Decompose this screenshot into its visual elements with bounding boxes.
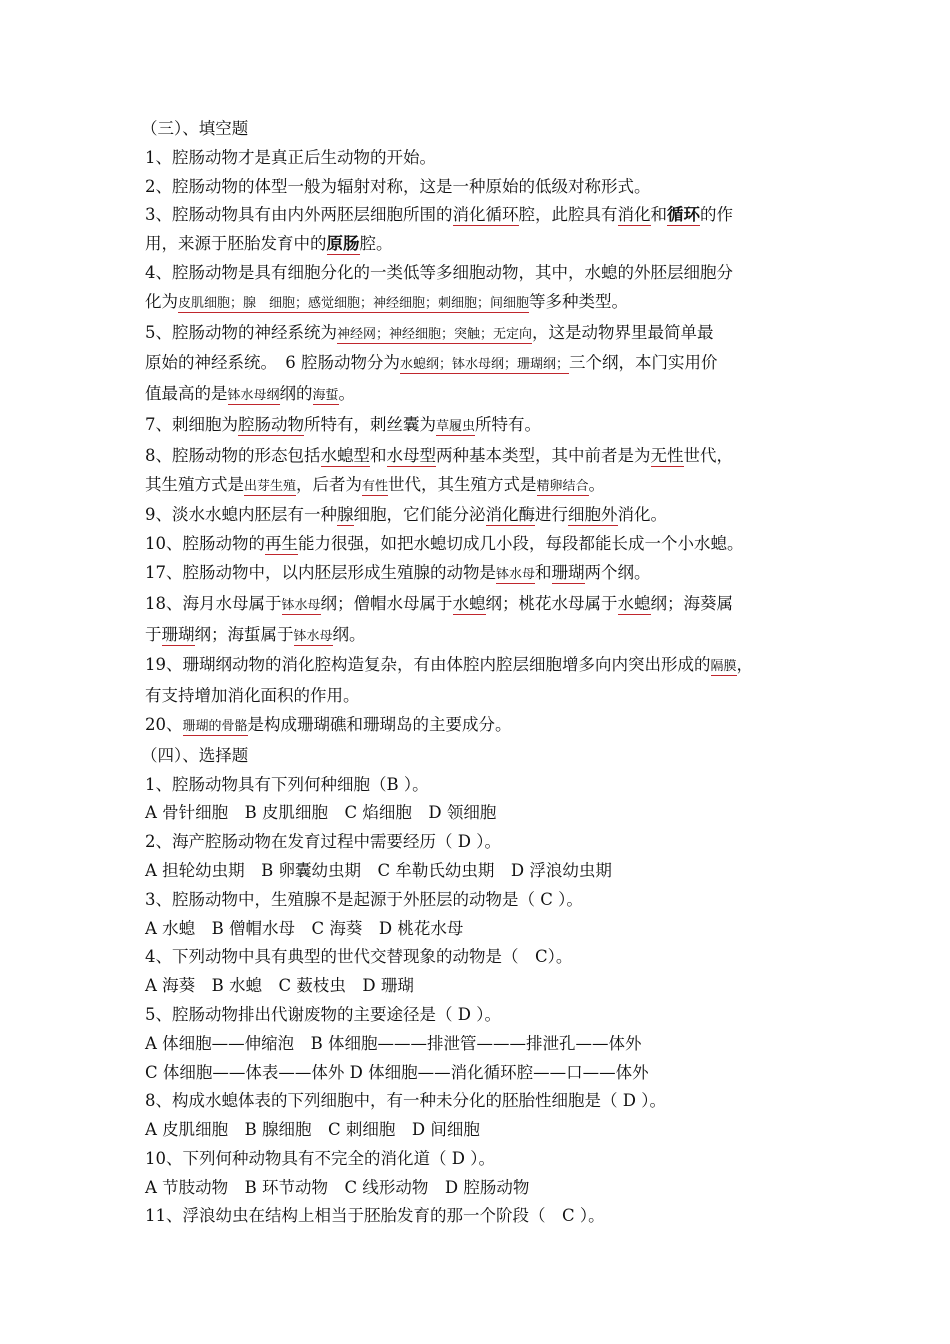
choice-q8-options: A 皮肌细胞 B 腺细胞 C 刺细胞 D 间细胞 <box>145 1120 480 1140</box>
fill-q17 <box>145 559 835 590</box>
choice-q4: 4、下列动物中具有典型的世代交替现象的动物是（ C）。 <box>145 947 573 967</box>
answer-blank: 钵水母 <box>293 628 333 644</box>
choice-q10: 10、下列何种动物具有不完全的消化道（ D ）。 <box>145 1148 495 1168</box>
text-run: 5、腔肠动物的神经系统为 <box>145 322 337 342</box>
choice-q4-options: A 海葵 B 水螅 C 薮枝虫 D 珊瑚 <box>145 976 414 996</box>
text-run: ，这是动物界里最简单最 <box>532 322 714 342</box>
fill-q20 <box>145 711 835 742</box>
fill-q5-line3 <box>145 380 835 411</box>
fill-q9 <box>145 501 835 530</box>
answer-blank: 海蜇 <box>312 388 339 404</box>
text-run: 18、海月水母属于 <box>145 593 282 613</box>
text-run: 三个纲，本门实用价 <box>569 353 718 373</box>
choice-q8: 8、构成水螅体表的下列细胞中，有一种未分化的胚胎性细胞是（ D ）。 <box>145 1091 666 1111</box>
answer-blank: 腺 <box>337 505 354 525</box>
text-run: 纲；僧帽水母属于 <box>320 593 453 613</box>
answer-blank: 精卵结合 <box>536 478 589 494</box>
answer-blank: 消化酶 <box>485 505 535 525</box>
fill-q5-line2 <box>145 349 835 380</box>
fill-q2: 2、腔肠动物的体型一般为辐射对称，这是一种原始的低级对称形式。 <box>145 176 651 196</box>
answer-blank: 珊瑚的骨骼 <box>182 718 248 734</box>
text-run: 7、刺细胞为 <box>145 414 238 434</box>
text-run: 消化。 <box>617 505 667 525</box>
text-run: 19、珊瑚纲动物的消化腔构造复杂，有由体腔内腔层细胞增多向内突出形成的 <box>145 655 711 675</box>
text-run: 两个纲。 <box>584 562 651 582</box>
answer-blank: 钵水母纲 <box>227 388 280 404</box>
text-column <box>141 115 835 1231</box>
choice-q3: 3、腔肠动物中，生殖腺不是起源于外胚层的动物是（ C ）。 <box>145 889 583 909</box>
text-run: 腔，此腔具有 <box>518 205 618 225</box>
text-run: 。 <box>588 474 606 494</box>
text-run: 两种基本类型，其中前者是为 <box>436 445 651 465</box>
answer-blank: 消化 <box>617 205 651 225</box>
fill-q4-line1: 4、腔肠动物是具有细胞分化的一类低等多细胞动物，其中，水螅的外胚层细胞分 <box>145 262 733 282</box>
text-run: 纲；海蜇属于 <box>194 624 294 644</box>
answer-blank: 水母型 <box>386 445 436 465</box>
text-run: 值最高的是 <box>145 384 228 404</box>
choice-section-heading: （四）、选择题 <box>141 745 249 765</box>
answer-blank: 钵水母 <box>496 566 536 582</box>
fill-q3-line2 <box>145 230 835 259</box>
choice-q2: 2、海产腔肠动物在发育过程中需要经历（ D ）。 <box>145 832 501 852</box>
choice-q11: 11、浮浪幼虫在结构上相当于胚胎发育的那一个阶段（ C ）。 <box>145 1206 605 1226</box>
answer-blank: 出芽生殖 <box>244 478 297 494</box>
fill-q8-line2 <box>145 471 835 502</box>
answer-blank: 消化循环 <box>452 205 519 225</box>
text-run: 所特有，刺丝囊为 <box>304 414 436 434</box>
text-run: 纲。 <box>332 624 366 644</box>
choice-q10-options: A 节肢动物 B 环节动物 C 线形动物 D 腔肠动物 <box>145 1177 530 1197</box>
text-run: 。 <box>338 384 356 404</box>
answer-blank: 神经网；神经细胞；突触；无定向 <box>337 326 533 342</box>
text-run: 原始的神经系统。 6 腔肠动物分为 <box>145 353 400 373</box>
answer-blank: 水螅 <box>617 593 651 613</box>
answer-blank: 草履虫 <box>436 418 476 434</box>
choice-q5-options-ab: A 体细胞——伸缩泡 B 体细胞———排泄管———排泄孔——体外 <box>145 1033 642 1053</box>
text-run: 其生殖方式是 <box>145 474 244 494</box>
answer-blank: 有性 <box>362 478 389 494</box>
text-run: 纲；桃花水母属于 <box>485 593 618 613</box>
text-run: 用，来源于胚胎发育中的 <box>145 234 327 254</box>
text-run: 纲；海葵属 <box>650 593 734 613</box>
text-run: 8、腔肠动物的形态包括 <box>145 445 321 465</box>
text-run: 所特有。 <box>475 414 542 434</box>
answer-blank: 再生 <box>265 534 298 554</box>
answer-blank: 循环 <box>667 205 700 225</box>
text-run: 17、腔肠动物中，以内胚层形成生殖腺的动物是 <box>145 562 496 582</box>
answer-blank: 钵水母 <box>281 597 321 613</box>
choice-q5-options-cd: C 体细胞——体表——体外 D 体细胞——消化循环腔——口——体外 <box>145 1062 649 1082</box>
text-run: 腔。 <box>359 234 393 254</box>
text-run: 纲的 <box>279 384 313 404</box>
choice-q1: 1、腔肠动物具有下列何种细胞（B ）。 <box>145 774 429 794</box>
choice-q2-options: A 担轮幼虫期 B 卵囊幼虫期 C 牟勒氏幼虫期 D 浮浪幼虫期 <box>145 860 612 880</box>
answer-blank: 细胞外 <box>568 505 618 525</box>
fill-q5-line1 <box>145 319 835 350</box>
text-run: 世代，其生殖方式是 <box>388 474 537 494</box>
text-run: 细胞，它们能分泌 <box>353 505 486 525</box>
text-run: 能力很强，如把水螅切成几小段，每段都能长成一个小水螅。 <box>298 534 744 554</box>
answer-blank: 隔膜 <box>710 659 737 675</box>
text-run: 和 <box>370 445 387 465</box>
text-run: ， <box>736 655 754 675</box>
fill-section-heading: （三）、填空题 <box>141 119 249 138</box>
fill-q10 <box>145 530 835 559</box>
fill-q7 <box>145 411 835 442</box>
text-run: 9、淡水水螅内胚层有一种 <box>145 505 337 525</box>
text-run: 化为 <box>145 291 178 311</box>
choice-q5: 5、腔肠动物排出代谢废物的主要途径是（ D ）。 <box>145 1004 501 1024</box>
fill-q8-line1 <box>145 442 835 471</box>
text-run: 等多种类型。 <box>529 291 629 311</box>
answer-blank: 皮肌细胞；腺 细胞；感觉细胞；神经细胞；刺细胞；间细胞 <box>178 295 530 311</box>
answer-blank: 水螅型 <box>320 445 370 465</box>
fill-q18-line2 <box>145 621 835 652</box>
choice-q1-options: A 骨针细胞 B 皮肌细胞 C 焰细胞 D 领细胞 <box>145 803 497 823</box>
text-run: 是构成珊瑚礁和珊瑚岛的主要成分。 <box>247 714 512 734</box>
answer-blank: 水螅 <box>452 593 486 613</box>
answer-blank: 水螅纲；钵水母纲；珊瑚纲； <box>400 357 570 373</box>
text-run: 世代， <box>683 445 733 465</box>
fill-q19-line2: 有支持增加消化面积的作用。 <box>145 686 360 706</box>
answer-blank: 无性 <box>650 445 684 465</box>
text-run: 进行 <box>535 505 568 525</box>
answer-blank: 腔肠动物 <box>238 414 304 434</box>
fill-q18-line1 <box>145 590 835 621</box>
text-run: ，后者为 <box>296 474 363 494</box>
text-run: 于 <box>145 624 162 644</box>
answer-blank: 原肠 <box>326 234 360 254</box>
text-run: 3、腔肠动物具有由内外两胚层细胞所围的 <box>145 205 453 225</box>
answer-blank: 珊瑚 <box>161 624 195 644</box>
fill-q1: 1、腔肠动物才是真正后生动物的开始。 <box>145 147 436 167</box>
fill-q19-line1 <box>145 651 835 682</box>
text-run: 的作 <box>700 205 733 225</box>
text-run: 10、腔肠动物的 <box>145 534 265 554</box>
answer-blank: 珊瑚 <box>551 562 585 582</box>
text-run: 和 <box>535 562 552 582</box>
choice-q3-options: A 水螅 B 僧帽水母 C 海葵 D 桃花水母 <box>145 918 464 938</box>
fill-q4-line2 <box>145 288 835 319</box>
text-run: 20、 <box>145 714 183 734</box>
text-run: 和 <box>650 205 667 225</box>
fill-q3-line1 <box>145 201 835 230</box>
